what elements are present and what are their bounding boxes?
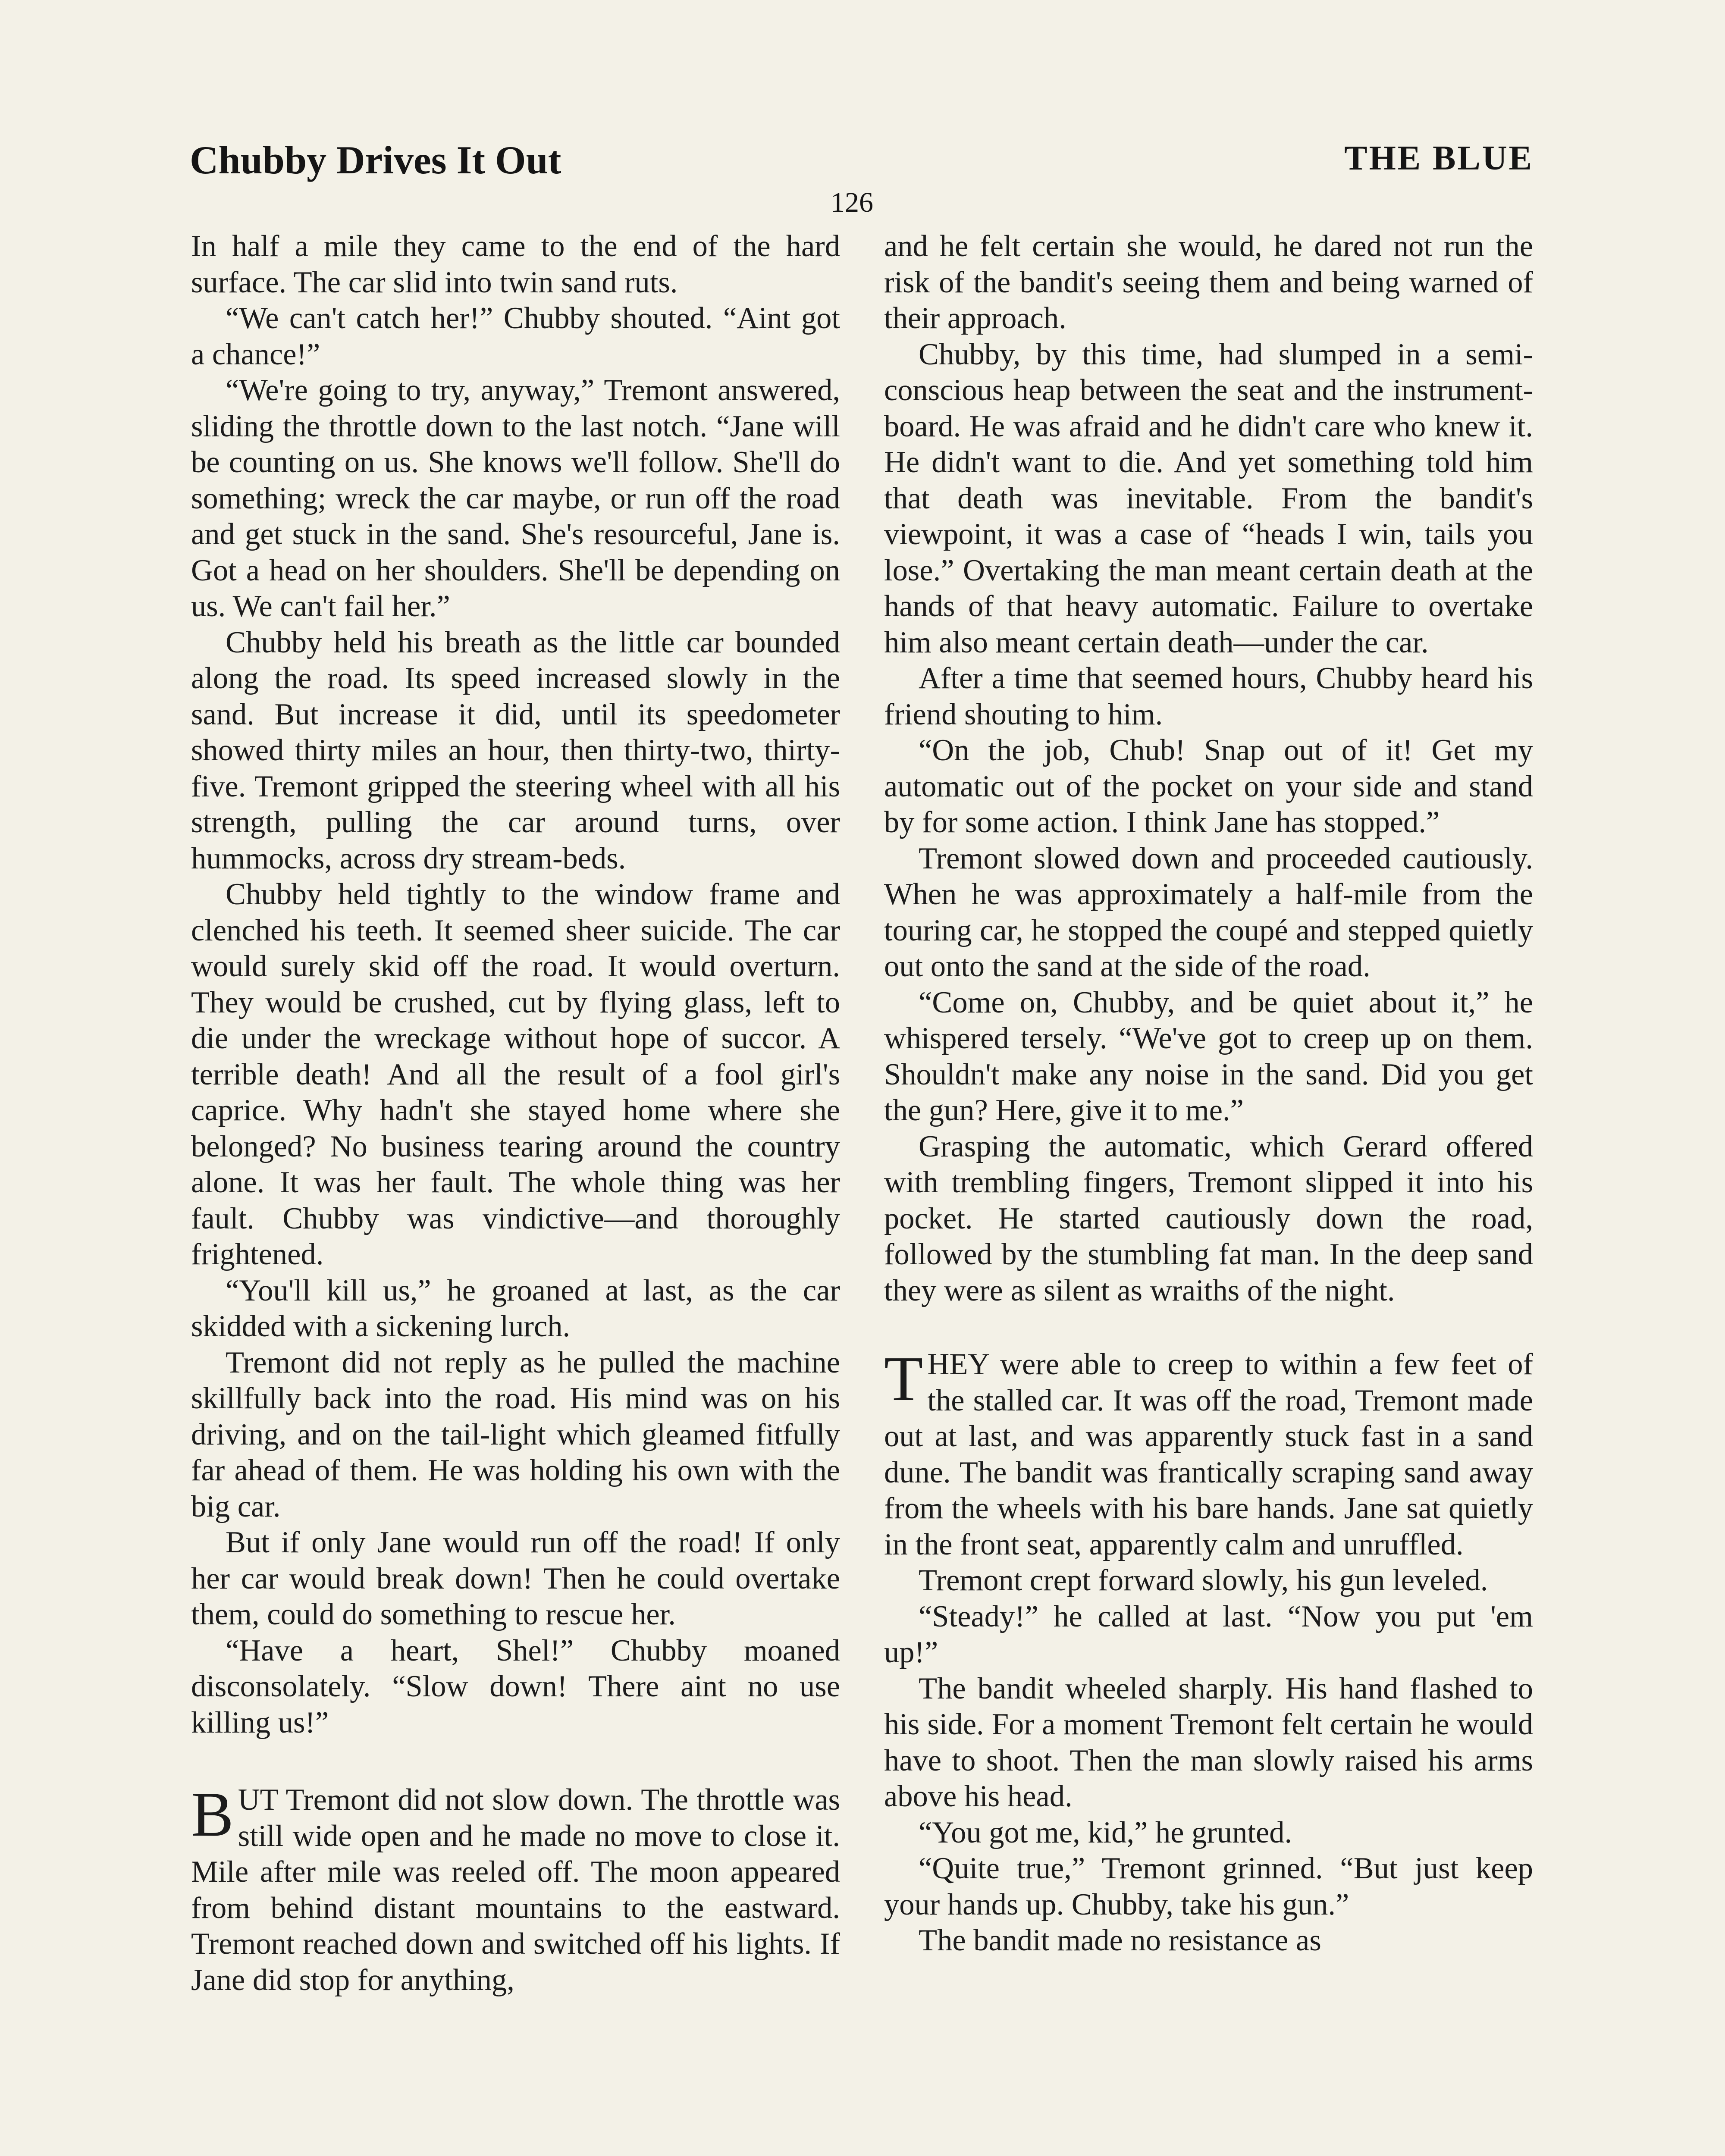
paragraph: “You'll kill us,” he groaned at last, as the car skidded with a sickening lurch. (191, 1273, 840, 1343)
paragraph: “Come on, Chubby, and be quiet about it,” he whispered tersely. “We've got to creep up on them. Shouldn't make any noise in the sand. Did you get the gun? Here, give it to me.” (884, 985, 1533, 1127)
paragraph: and he felt certain she would, he dared not run the risk of the bandit's seeing them and being warned of their approach. (884, 229, 1533, 335)
paragraph: The bandit made no resistance as (919, 1924, 1321, 1957)
paragraph: Chubby held his breath as the little car bounded along the road. Its speed increased slowly in the sand. But increase it did, until its speedometer showed thirty miles an hour, then thirty-two, thirty-five. Tremont gripped the steering wheel with all his strength, pulling the car around turns, over hummocks, across dry stream-beds. (191, 625, 840, 875)
paragraph: Tremont slowed down and proceeded cautiously. When he was approximately a half-mile from the touring car, he stopped the coupé and stepped quietly out onto the sand at the side of the road. (884, 841, 1533, 983)
paragraph: Chubby, by this time, had slumped in a semi-conscious heap between the seat and the instrument-board. He was afraid and he didn't care who knew it. He didn't want to die. And yet something told him that death was inevitable. From the bandit's viewpoint, it was a case of “heads I win, tails you lose.” Overtaking the man meant certain death at the hands of that heavy automatic. Failure to overtake him also meant certain death—under the car. (884, 337, 1533, 659)
paragraph: Grasping the automatic, which Gerard offered with trembling fingers, Tremont slipped it into his pocket. He started cautiously down the road, followed by the stumbling fat man. In the deep sand they were as silent as wraiths of the night. (884, 1129, 1533, 1307)
drop-cap-paragraph: THEY were able to creep to within a few feet of the stalled car. It was off the road, Tremont made out at last, and was apparently stuck fast in a sand dune. The bandit was frantically scraping sand away from the wheels with his bare hands. Jane sat quietly in the front seat, apparently calm and unruffled. (884, 1344, 1533, 1561)
section-break (191, 1741, 840, 1782)
paragraph: In half a mile they came to the end of the hard surface. The car slid into twin sand ruts. (191, 229, 840, 299)
left-column (191, 229, 840, 1998)
paragraph: Chubby held tightly to the window frame and clenched his teeth. It seemed sheer suicide. The car would surely skid off the road. It would overturn. They would be crushed, cut by flying glass, left to die under the wreckage without hope of succor. A terrible death! And all the result of a fool girl's caprice. Why hadn't she stayed home where she belonged? No business tearing around the country alone. It was her fault. The whole thing was her fault. Chubby was vindictive—and thoroughly frightened. (191, 877, 840, 1271)
paragraph: The bandit wheeled sharply. His hand flashed to his side. For a moment Tremont felt certain he would have to shoot. Then the man slowly raised his arms above his head. (884, 1671, 1533, 1813)
paragraph: “Steady!” he called at last. “Now you put 'em up!” (884, 1599, 1533, 1669)
drop-cap-paragraph: BUT Tremont did not slow down. The throttle was still wide open and he made no move to close it. Mile after mile was reeled off. The moon appeared from behind distant mountains to the eastward. Tremont reached down and switched off his lights. If Jane did stop for anything, (191, 1779, 840, 1997)
paragraph: “We're going to try, anyway,” Tremont answered, sliding the throttle down to the last notch. “Jane will be counting on us. She knows we'll follow. She'll do something; wreck the car maybe, or run off the road and get stuck in the sand. She's resourceful, Jane is. Got a head on her shoulders. She'll be depending on us. We can't fail her.” (191, 373, 840, 623)
page-number: 126 (831, 187, 873, 218)
paragraph: “On the job, Chub! Snap out of it! Get my automatic out of the pocket on your side and stand by for some action. I think Jane has stopped.” (884, 733, 1533, 839)
magazine-name: THE BLUE (1344, 139, 1534, 177)
paragraph: Tremont did not reply as he pulled the machine skillfully back into the road. His mind was on his driving, and on the tail-light which gleamed fitfully far ahead of them. He was holding his own with the big car. (191, 1345, 840, 1523)
right-column (884, 229, 1533, 1959)
paragraph: After a time that seemed hours, Chubby heard his friend shouting to him. (884, 661, 1533, 731)
section-break (884, 1309, 1533, 1347)
paragraph: Tremont crept forward slowly, his gun leveled. (919, 1564, 1488, 1597)
story-title: Chubby Drives It Out (190, 138, 561, 182)
paragraph: “Have a heart, Shel!” Chubby moaned disconsolately. “Slow down! There aint no use killing us!” (191, 1633, 840, 1739)
paragraph: “We can't catch her!” Chubby shouted. “Aint got a chance!” (191, 301, 840, 371)
paragraph: But if only Jane would run off the road! If only her car would break down! Then he could overtake them, could do something to rescue her. (191, 1526, 840, 1631)
paragraph: “You got me, kid,” he grunted. (919, 1815, 1292, 1849)
paragraph: “Quite true,” Tremont grinned. “But just keep your hands up. Chubby, take his gun.” (884, 1852, 1533, 1921)
